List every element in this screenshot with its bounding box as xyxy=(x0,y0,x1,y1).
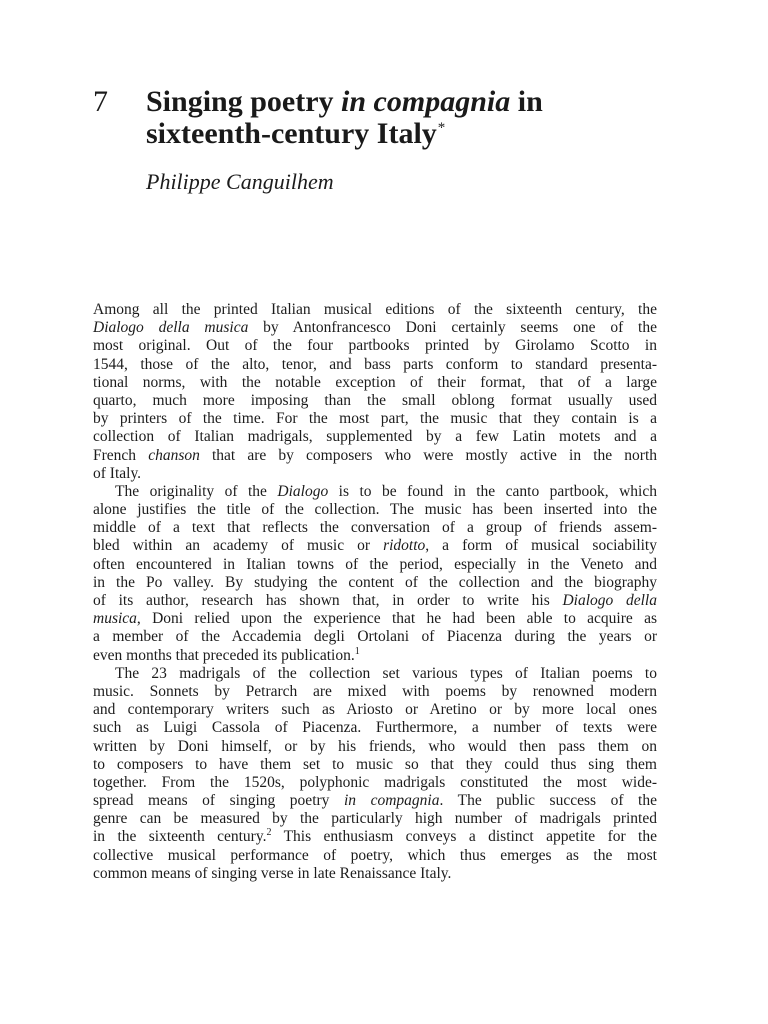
title-footnote-mark: * xyxy=(437,120,446,136)
title-text: sixteenth-century Italy xyxy=(146,117,437,150)
text-line: middle of a text that reflects the conversation of a group of friends assem- xyxy=(93,519,657,537)
text-line xyxy=(93,828,657,846)
text-run: even months that preceded its publication. xyxy=(93,646,355,664)
text-line: most original. Out of the four partbooks printed by Girolamo Scotto in xyxy=(93,337,657,355)
italic-term: ridotto xyxy=(383,537,426,555)
text-line: written by Doni himself, or by his friends, who would then pass them on xyxy=(93,737,657,755)
text-line: collection of Italian madrigals, supplemented by a few Latin motets and a xyxy=(93,428,657,446)
text-line xyxy=(93,610,657,628)
italic-title: musica xyxy=(93,610,137,628)
text-run: that are by composers who were mostly active in the north xyxy=(199,446,657,464)
text-line xyxy=(93,792,657,810)
text-line: and contemporary writers such as Ariosto or Aretino or by more local ones xyxy=(93,701,657,719)
title-italic-text: in compagnia xyxy=(341,85,511,118)
text-line: collective musical performance of poetry, which thus emerges as the most xyxy=(93,846,657,864)
text-line xyxy=(93,537,657,555)
text-line xyxy=(93,319,657,337)
text-run: by Antonfrancesco Doni certainly seems one of the xyxy=(248,319,657,337)
chapter-title-line-2 xyxy=(146,118,686,150)
italic-term: in compagnia xyxy=(343,792,440,810)
chapter-title-line-1 xyxy=(146,86,686,118)
text-run: . The public success of the xyxy=(439,792,657,810)
footnote-mark: 1 xyxy=(354,645,360,657)
text-run: , a form of musical sociability xyxy=(425,537,657,555)
footnote-mark: 2 xyxy=(266,827,272,839)
text-line: a member of the Accademia degli Ortolani of Piacenza during the years or xyxy=(93,628,657,646)
text-line xyxy=(93,447,657,465)
text-run: , Doni relied upon the experience that he had been able to acquire as xyxy=(136,610,657,628)
text-line: such as Luigi Cassola of Piacenza. Furthermore, a number of texts were xyxy=(93,719,657,737)
text-line: 1544, those of the alto, tenor, and bass parts conform to standard presenta- xyxy=(93,355,657,373)
text-line: together. From the 1520s, polyphonic madrigals constituted the most wide- xyxy=(93,773,657,791)
italic-title: Dialogo della xyxy=(562,592,657,609)
text-line: The 23 madrigals of the collection set various types of Italian poems to xyxy=(115,664,657,682)
italic-term: chanson xyxy=(148,446,200,464)
text-run: bled within an academy of music or xyxy=(93,537,384,555)
text-run: of its author, research has shown that, in order to write his xyxy=(93,592,563,609)
text-line: by printers of the time. For the most part, the music that they contain is a xyxy=(93,410,657,428)
text-line: in the Po valley. By studying the content of the collection and the biography xyxy=(93,573,657,591)
text-line xyxy=(93,592,657,610)
text-line xyxy=(93,647,657,665)
italic-title: Dialogo xyxy=(277,482,329,500)
chapter-title xyxy=(146,86,686,150)
text-line xyxy=(93,483,657,501)
text-line: to composers to have them set to music so that they could thus sing them xyxy=(93,755,657,773)
text-line: tional norms, with the notable exception of their format, that of a large xyxy=(93,373,657,391)
chapter-number: 7 xyxy=(93,85,108,118)
text-line: music. Sonnets by Petrarch are mixed with poems by renowned modern xyxy=(93,682,657,700)
text-line: of Italy. xyxy=(93,464,142,482)
text-run: This enthusiasm conveys a distinct appetite for the xyxy=(271,828,657,846)
text-line: common means of singing verse in late Renaissance Italy. xyxy=(93,864,452,882)
italic-title: Dialogo della musica xyxy=(93,319,249,337)
title-text: in xyxy=(510,85,543,118)
text-line: alone justifies the title of the collection. The music has been inserted into the xyxy=(93,501,657,519)
text-line: genre can be measured by the particularly high number of madrigals printed xyxy=(93,810,657,828)
text-run: French xyxy=(93,446,149,464)
text-line: often encountered in Italian towns of the period, especially in the Veneto and xyxy=(93,555,657,573)
text-line: quarto, much more imposing than the small oblong format usually used xyxy=(93,391,657,409)
text-run: spread means of singing poetry xyxy=(93,792,344,810)
body-text xyxy=(93,301,657,883)
text-run: is to be found in the canto partbook, which xyxy=(328,482,657,500)
text-run: The originality of the xyxy=(115,482,278,500)
chapter-author: Philippe Canguilhem xyxy=(146,169,334,194)
text-line: Among all the printed Italian musical editions of the sixteenth century, the xyxy=(93,301,657,318)
text-run: in the sixteenth century. xyxy=(93,828,267,846)
title-text: Singing poetry xyxy=(146,85,342,118)
